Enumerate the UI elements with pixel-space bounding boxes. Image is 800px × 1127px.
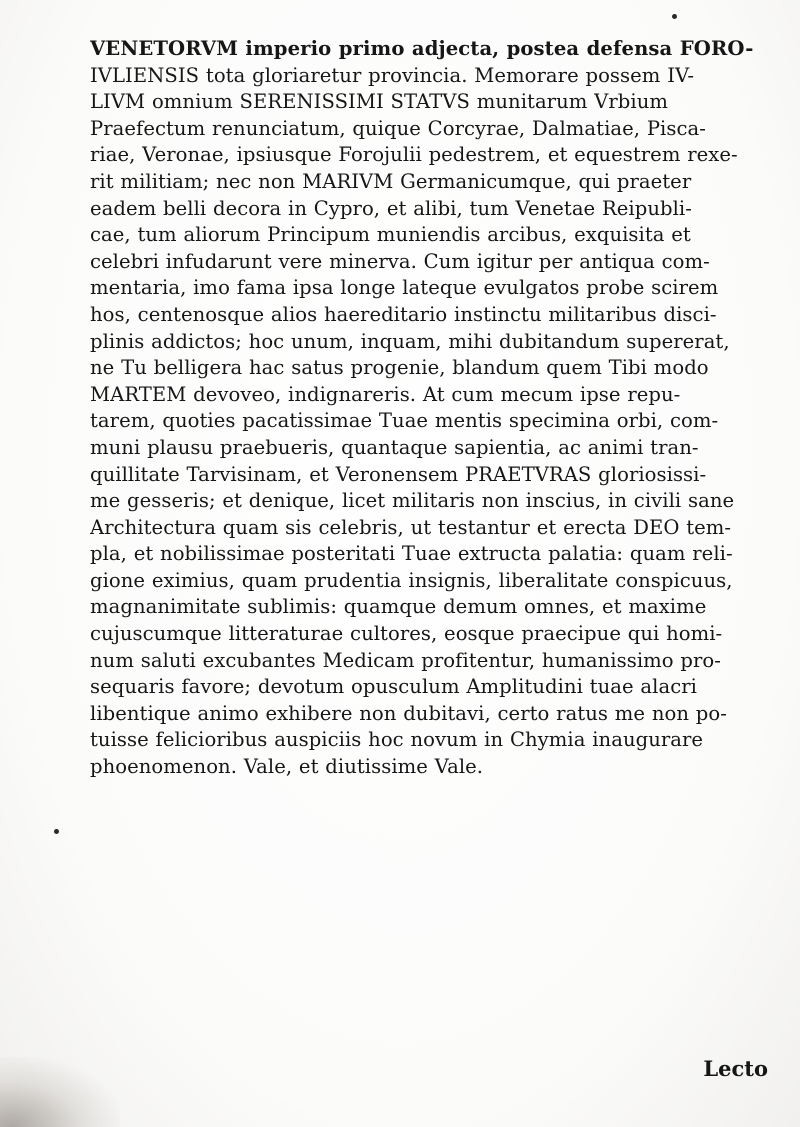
text-line: Praefectum renunciatum, quique Corcyrae, Dalmatiae, Pisca- — [90, 116, 706, 140]
text-line: riae, Veronae, ipsiusque Forojulii pedestrem, et equestrem rexe- — [90, 143, 738, 167]
text-line: plinis addictos; hoc unum, inquam, mihi dubitandum supererat, — [90, 329, 730, 353]
text-line: quillitate Tarvisinam, et Veronensem PRAETVRAS gloriosissi- — [90, 462, 707, 486]
text-line: magnanimitate sublimis: quamque demum omnes, et maxime — [90, 595, 707, 619]
text-line: muni plausu praebueris, quantaque sapientia, ac animi tran- — [90, 435, 699, 459]
text-line: libentique animo exhibere non dubitavi, certo ratus me non po- — [90, 701, 727, 725]
text-line: gione eximius, quam prudentia insignis, liberalitate conspicuus, — [90, 568, 733, 592]
ink-spot — [672, 14, 677, 19]
text-line: LIVM omnium SERENISSIMI STATVS munitarum Vrbium — [90, 90, 668, 114]
text-line: pla, et nobilissimae posteritati Tuae extructa palatia: quam reli- — [90, 542, 733, 566]
text-line: cujuscumque litteraturae cultores, eosque praecipue qui homi- — [90, 622, 723, 646]
text-line: phoenomenon. Vale, et diutissime Vale. — [90, 755, 484, 779]
text-line: VENETORVM imperio primo adjecta, postea defensa FORO- — [90, 37, 754, 60]
text-line: ne Tu belligera hac satus progenie, blandum quem Tibi modo — [90, 356, 709, 380]
catchword: Lecto — [703, 1056, 768, 1081]
text-line: celebri infudarunt vere minerva. Cum igitur per antiqua com- — [90, 249, 710, 273]
text-line: num saluti excubantes Medicam profitentur, humanissimo pro- — [90, 648, 721, 672]
page-stain — [0, 1057, 120, 1127]
text-line: tuisse felicioribus auspiciis hoc novum in Chymia inaugurare — [90, 728, 704, 752]
text-line: Architectura quam sis celebris, ut testantur et erecta DEO tem- — [90, 515, 732, 539]
text-line: hos, centenosque alios haereditario instinctu militaribus disci- — [90, 302, 717, 326]
text-line: eadem belli decora in Cypro, et alibi, tum Venetae Reipubli- — [90, 196, 692, 220]
text-line: MARTEM devoveo, indignareris. At cum mecum ipse repu- — [90, 382, 681, 406]
text-line: tarem, quoties pacatissimae Tuae mentis specimina orbi, com- — [90, 409, 719, 433]
text-line: me gesseris; et denique, licet militaris non inscius, in civili sane — [90, 489, 735, 513]
text-line: IVLIENSIS tota gloriaretur provincia. Memorare possem IV- — [90, 63, 695, 87]
text-line: mentaria, imo fama ipsa longe lateque evulgatos probe scirem — [90, 276, 719, 300]
body-text — [90, 36, 780, 781]
ink-spot — [54, 829, 59, 834]
text-line: sequaris favore; devotum opusculum Amplitudini tuae alacri — [90, 675, 697, 699]
text-line: rit militiam; nec non MARIVM Germanicumque, qui praeter — [90, 169, 692, 193]
text-line: cae, tum aliorum Principum muniendis arcibus, exquisita et — [90, 223, 691, 247]
